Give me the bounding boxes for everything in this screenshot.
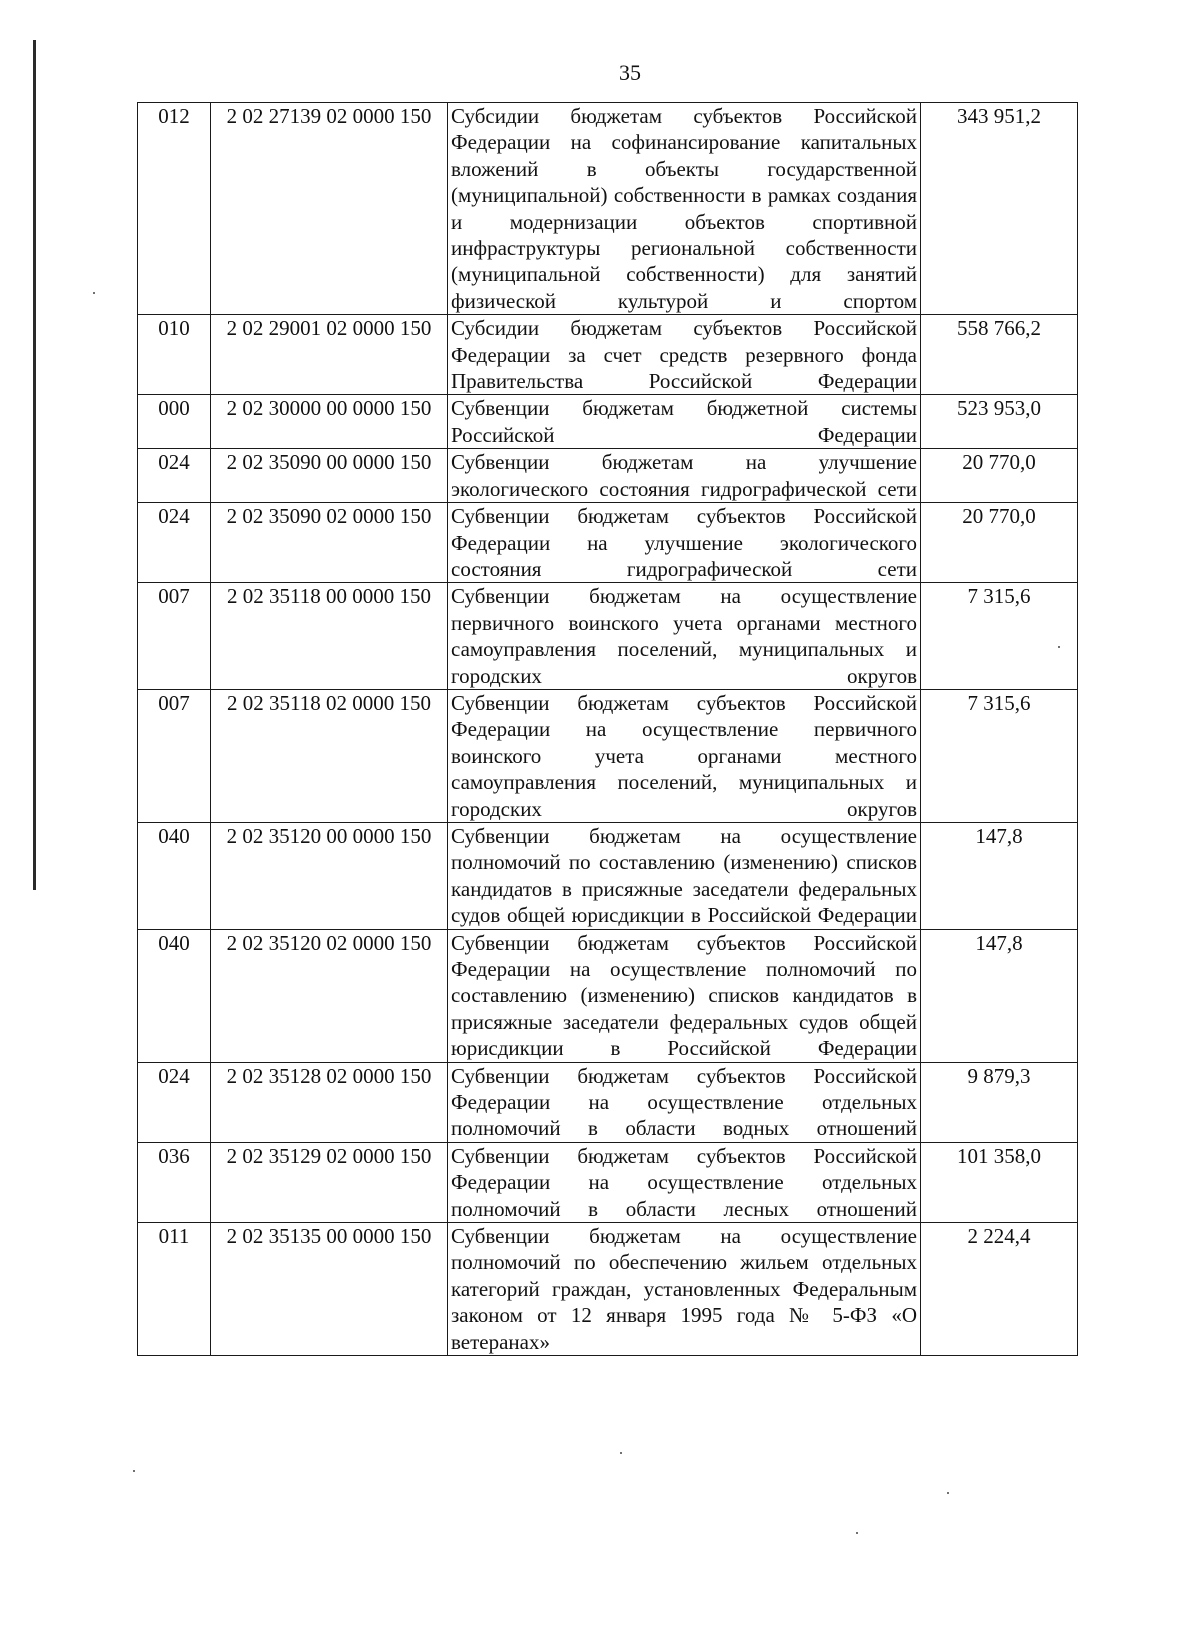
amount-cell: 558 766,2 — [921, 315, 1078, 395]
amount-cell: 2 224,4 — [921, 1223, 1078, 1356]
admin-code-cell: 024 — [138, 1062, 211, 1142]
amount-cell: 9 879,3 — [921, 1062, 1078, 1142]
admin-code-cell: 036 — [138, 1142, 211, 1222]
revenue-name-cell: Субвенции бюджетам бюджетной системы Российской Федерации — [448, 395, 921, 449]
admin-code-cell: 007 — [138, 689, 211, 822]
table-row — [138, 689, 1078, 822]
page-number: 35 — [619, 60, 641, 85]
revenue-name-cell: Субвенции бюджетам на улучшение экологического состояния гидрографической сети — [448, 449, 921, 503]
table-row — [138, 1223, 1078, 1356]
scan-speck — [856, 1532, 858, 1534]
scan-edge-mark — [33, 40, 36, 890]
revenue-name-cell: Субсидии бюджетам субъектов Российской Федерации на софинансирование капитальных вложений в объекты государственной (муниципальной) собственности в рамках создания и модернизации объектов спортивной инфраструктуры региональной собственности (муниципальной собственности) для занятий физической культурой и спортом — [448, 103, 921, 315]
budget-code-cell: 2 02 35090 00 0000 150 — [211, 449, 448, 503]
revenue-name-cell: Субвенции бюджетам на осуществление первичного воинского учета органами местного самоуправления поселений, муниципальных и городских округов — [448, 583, 921, 690]
budget-code-cell: 2 02 30000 00 0000 150 — [211, 395, 448, 449]
amount-cell: 101 358,0 — [921, 1142, 1078, 1222]
admin-code-cell: 007 — [138, 583, 211, 690]
amount-cell: 343 951,2 — [921, 103, 1078, 315]
admin-code-cell: 000 — [138, 395, 211, 449]
scan-speck — [1058, 646, 1060, 648]
budget-code-cell: 2 02 35128 02 0000 150 — [211, 1062, 448, 1142]
revenue-name-cell: Субвенции бюджетам на осуществление полномочий по обеспечению жильем отдельных категорий граждан, установленных Федеральным законом от 12 января 1995 года № 5-ФЗ «О ветеранах» — [448, 1223, 921, 1356]
table-row — [138, 503, 1078, 583]
budget-code-cell: 2 02 35120 00 0000 150 — [211, 822, 448, 929]
budget-code-cell: 2 02 35090 02 0000 150 — [211, 503, 448, 583]
amount-cell: 20 770,0 — [921, 449, 1078, 503]
budget-revenue-table — [137, 102, 1078, 1356]
amount-cell: 7 315,6 — [921, 583, 1078, 690]
revenue-name-cell: Субвенции бюджетам субъектов Российской Федерации на улучшение экологического состояния гидрографической сети — [448, 503, 921, 583]
budget-code-cell: 2 02 35120 02 0000 150 — [211, 929, 448, 1062]
revenue-name-cell: Субвенции бюджетам субъектов Российской Федерации на осуществление первичного воинского учета органами местного самоуправления поселений, муниципальных и городских округов — [448, 689, 921, 822]
budget-code-cell: 2 02 29001 02 0000 150 — [211, 315, 448, 395]
revenue-name-cell: Субвенции бюджетам на осуществление полномочий по составлению (изменению) списков кандидатов в присяжные заседатели федеральных судов общей юрисдикции в Российской Федерации — [448, 822, 921, 929]
budget-code-cell: 2 02 35118 00 0000 150 — [211, 583, 448, 690]
admin-code-cell: 040 — [138, 929, 211, 1062]
table-row — [138, 103, 1078, 315]
budget-code-cell: 2 02 35129 02 0000 150 — [211, 1142, 448, 1222]
revenue-name-cell: Субвенции бюджетам субъектов Российской Федерации на осуществление отдельных полномочий в области водных отношений — [448, 1062, 921, 1142]
scan-speck — [620, 1452, 622, 1454]
admin-code-cell: 012 — [138, 103, 211, 315]
scan-speck — [947, 1492, 949, 1494]
admin-code-cell: 010 — [138, 315, 211, 395]
amount-cell: 7 315,6 — [921, 689, 1078, 822]
table-row — [138, 315, 1078, 395]
amount-cell: 20 770,0 — [921, 503, 1078, 583]
table-row — [138, 395, 1078, 449]
scan-speck — [133, 1470, 135, 1472]
table-row — [138, 822, 1078, 929]
admin-code-cell: 040 — [138, 822, 211, 929]
table-row — [138, 1142, 1078, 1222]
admin-code-cell: 011 — [138, 1223, 211, 1356]
table-row — [138, 1062, 1078, 1142]
admin-code-cell: 024 — [138, 503, 211, 583]
table-row — [138, 449, 1078, 503]
table-row — [138, 583, 1078, 690]
amount-cell: 147,8 — [921, 822, 1078, 929]
budget-code-cell: 2 02 27139 02 0000 150 — [211, 103, 448, 315]
amount-cell: 523 953,0 — [921, 395, 1078, 449]
revenue-name-cell: Субсидии бюджетам субъектов Российской Федерации за счет средств резервного фонда Правительства Российской Федерации — [448, 315, 921, 395]
scan-speck — [93, 292, 95, 294]
admin-code-cell: 024 — [138, 449, 211, 503]
revenue-name-cell: Субвенции бюджетам субъектов Российской Федерации на осуществление полномочий по составлению (изменению) списков кандидатов в присяжные заседатели федеральных судов общей юрисдикции в Российской Федерации — [448, 929, 921, 1062]
revenue-name-cell: Субвенции бюджетам субъектов Российской Федерации на осуществление отдельных полномочий в области лесных отношений — [448, 1142, 921, 1222]
budget-code-cell: 2 02 35135 00 0000 150 — [211, 1223, 448, 1356]
budget-code-cell: 2 02 35118 02 0000 150 — [211, 689, 448, 822]
amount-cell: 147,8 — [921, 929, 1078, 1062]
table-row — [138, 929, 1078, 1062]
